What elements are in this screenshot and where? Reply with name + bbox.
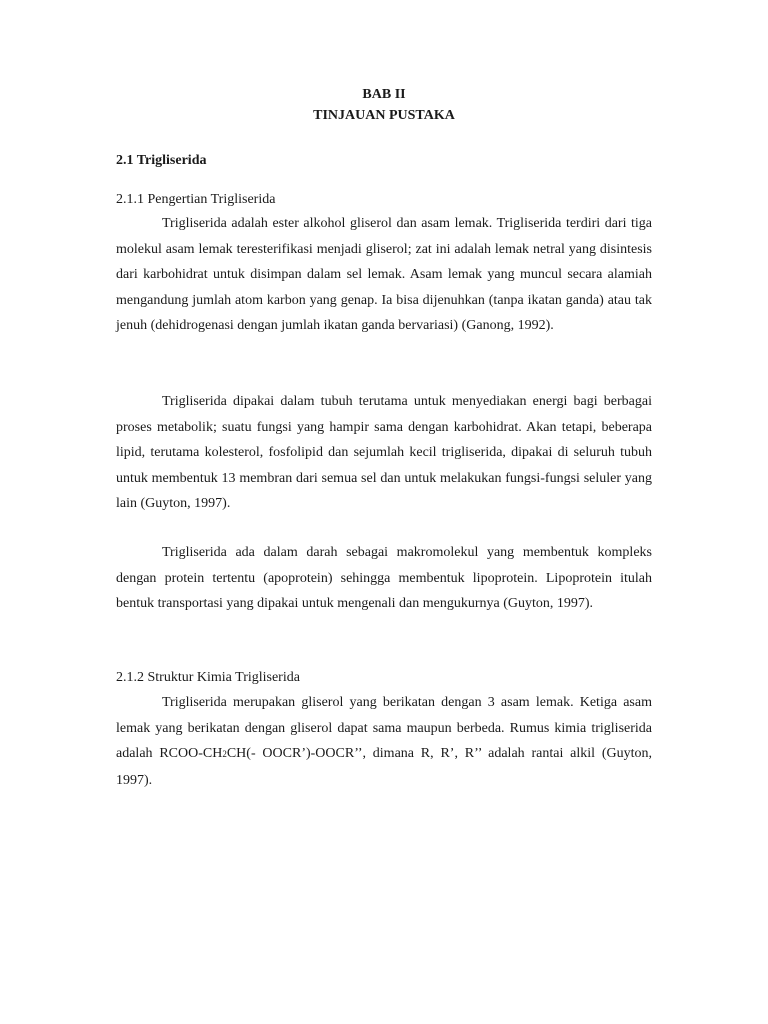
paragraph-function: Trigliserida dipakai dalam tubuh terutama untuk menyediakan energi bagi berbagai proses metabolik; suatu fungsi yang hampir sama dengan karbohidrat. Akan tetapi, beberapa lipid, terutama kolesterol, fosfolipid dan sejumlah kecil trigliserida, dipakai di seluruh tubuh untuk membentuk 13 membran dari semua sel dan untuk melakukan fungsi-fungsi seluler yang lain (Guyton, 1997). <box>116 394 652 511</box>
subsection-title-struktur: 2.1.2 Struktur Kimia Trigliserida <box>116 670 300 685</box>
formula-text-after: CH(- OOCR’)-OOCR’’, dimana R, R’, R’’ adalah rantai alkil (Guyton, 1997). <box>116 746 652 788</box>
chapter-title: TINJAUAN PUSTAKA <box>313 108 455 123</box>
section-title: 2.1 Trigliserida <box>116 153 207 168</box>
chapter-number: BAB II <box>362 87 406 102</box>
paragraph-lipoprotein: Trigliserida ada dalam darah sebagai makromolekul yang membentuk kompleks dengan protein tertentu (apoprotein) sehingga membentuk lipoprotein. Lipoprotein itulah bentuk transportasi yang dipakai untuk mengenali dan mengukurnya (Guyton, 1997). <box>116 545 652 611</box>
subsection-title-pengertian: 2.1.1 Pengertian Trigliserida <box>116 192 276 207</box>
formula-text-before: Trigliserida merupakan gliserol yang berikatan dengan 3 asam lemak. Ketiga asam lemak yang berikatan dengan gliserol dapat sama maupun berbeda. Rumus kimia trigliserida adalah RCOO-CH <box>116 695 652 761</box>
formula-subscript: 2 <box>222 749 227 759</box>
paragraph-definition: Trigliserida adalah ester alkohol gliserol dan asam lemak. Trigliserida terdiri dari tiga molekul asam lemak teresterifikasi menjadi gliserol; zat ini adalah lemak netral yang disintesis dari karbohidrat untuk disimpan dalam sel lemak. Asam lemak yang muncul secara alamiah mengandung jumlah atom karbon yang genap. Ia bisa dijenuhkan (tanpa ikatan ganda) atau tak jenuh (dehidrogenasi dengan jumlah ikatan ganda bervariasi) (Ganong, 1992). <box>116 216 652 333</box>
paragraph-chemical-structure <box>116 690 652 793</box>
